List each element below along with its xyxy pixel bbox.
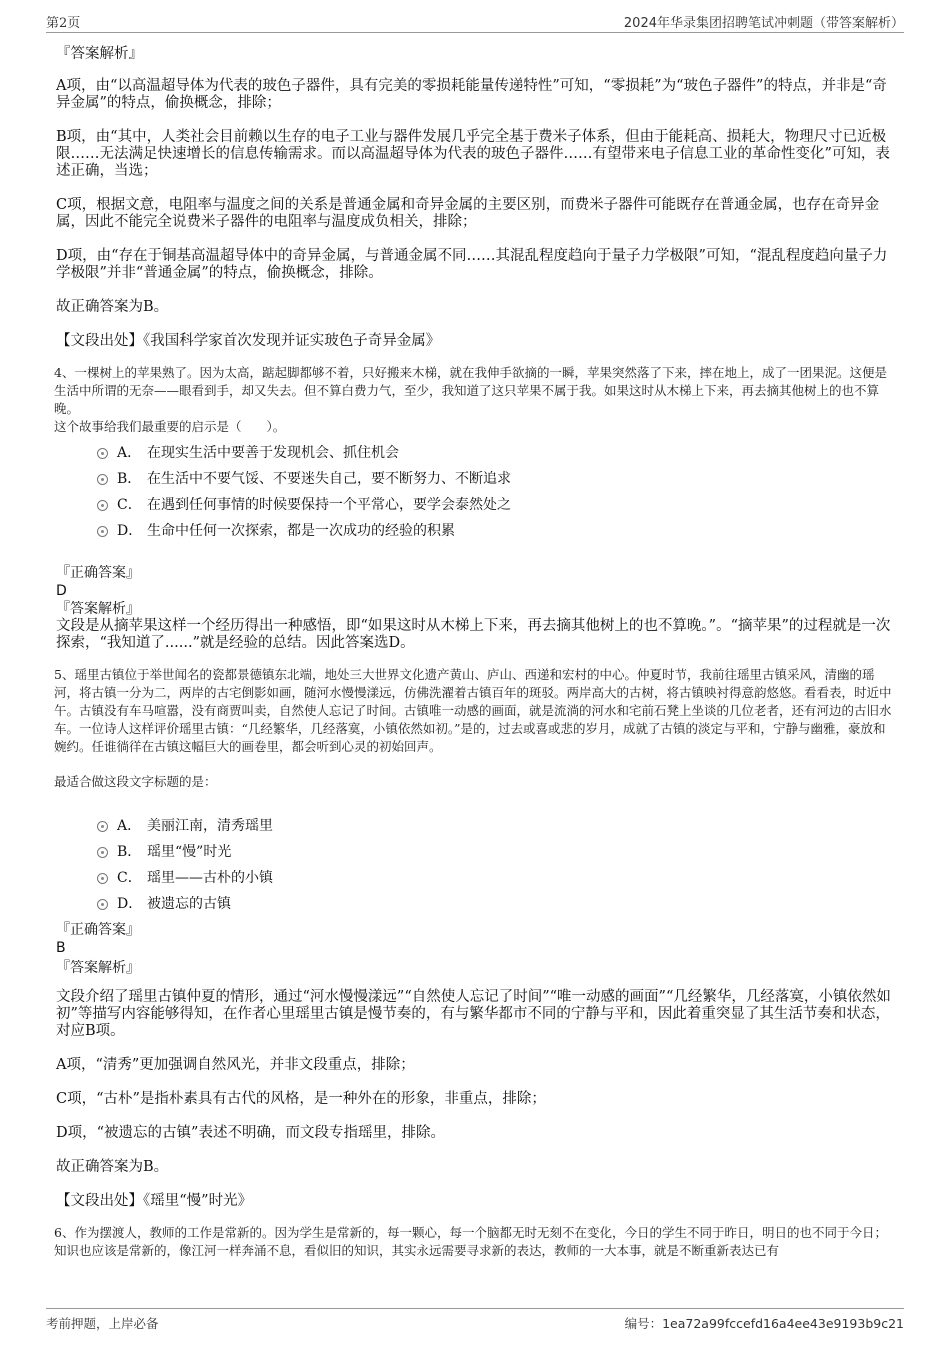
option-letter: B． xyxy=(117,844,142,860)
q5-stem: 5、瑶里古镇位于举世闻名的瓷都景德镇东北端，地处三大世界文化遗产黄山、庐山、西递和宏村的中心。仲夏时节，我前往瑶里古镇采风，清幽的瑶河，将古镇一分为二，两岸的古宅倒影如画，随河水慢慢漾远，仿佛洗濯着古镇百年的斑驳。两岸高大的古树，将古镇映衬得意韵悠悠。看看表，时近中午。古镇没有车马喧嚣，没有商贾叫卖，自然使人忘记了时间。古镇唯一动感的画面，就是流淌的河水和宅前石凳上坐谈的几位老者，还有河边的古旧水车。一位诗人这样评价瑶里古镇：“几经繁华，几经落寞，小镇依然如初。”是的，过去或喜或悲的岁月，成就了古镇的淡定与平和，宁静与幽雅，豪放和婉约。任谁徜徉在古镇这幅巨大的画卷里，都会听到心灵的初始回声。 xyxy=(54,667,892,754)
q4-option-b[interactable] xyxy=(56,466,896,492)
q5-analysis-d: D项，“被遗忘的古镇”表述不明确，而文段专指瑶里，排除。 xyxy=(56,1125,445,1141)
page-header xyxy=(46,10,904,33)
q5-options xyxy=(56,813,896,917)
q5-option-a[interactable] xyxy=(56,813,896,839)
option-text: 瑶里“慢”时光 xyxy=(147,844,232,860)
option-text: 瑶里——古朴的小镇 xyxy=(147,870,273,886)
option-text: 美丽江南，清秀瑶里 xyxy=(147,818,273,834)
q4-option-d[interactable] xyxy=(56,518,896,544)
option-letter: C． xyxy=(117,870,142,886)
option-letter: A． xyxy=(117,445,142,461)
q5-analysis-a: A项，“清秀”更加强调自然风光，并非文段重点，排除； xyxy=(56,1057,415,1073)
page-content xyxy=(56,46,896,1260)
q5-question: 最适合做这段文字标题的是： xyxy=(54,774,217,789)
q4-question: 这个故事给我们最重要的启示是（ ）。 xyxy=(54,419,286,434)
q5-answer: B xyxy=(56,940,66,956)
q4-options xyxy=(56,440,896,544)
radio-icon[interactable] xyxy=(97,500,108,511)
radio-icon[interactable] xyxy=(97,526,108,537)
q3-analysis-d: D项，由“存在于铜基高温超导体中的奇异金属，与普通金属不同……其混乱程度趋向于量子力学极限”可知，“混乱程度趋向量子力学极限”并非“普通金属”的特点，偷换概念，排除。 xyxy=(56,248,888,281)
q5-option-b[interactable] xyxy=(56,839,896,865)
q5-option-d[interactable] xyxy=(56,891,896,917)
q3-analysis-b: B项，由“其中，人类社会目前赖以生存的电子工业与器件发展几乎完全基于费米子体系，但由于能耗高、损耗大，物理尺寸已近极限……无法满足快速增长的信息传输需求。而以高温超导体为代表的玻色子器件……有望带来电子信息工业的革命性变化”可知，表述正确，当选； xyxy=(56,129,890,179)
document-title: 2024年华录集团招聘笔试冲刺题（带答案解析） xyxy=(623,16,904,31)
q3-conclusion: 故正确答案为B。 xyxy=(56,299,169,315)
q4-analysis-label: 『答案解析』 xyxy=(56,601,140,617)
option-text: 在现实生活中要善于发现机会、抓住机会 xyxy=(147,445,399,461)
radio-icon[interactable] xyxy=(97,899,108,910)
option-letter: C． xyxy=(117,497,142,513)
q3-analysis-label: 『答案解析』 xyxy=(56,46,143,62)
q3-source: 【文段出处】《我国科学家首次发现并证实玻色子奇异金属》 xyxy=(56,333,441,349)
radio-icon[interactable] xyxy=(97,448,108,459)
footer-slogan: 考前押题，上岸必备 xyxy=(46,1316,159,1331)
option-letter: B． xyxy=(117,471,142,487)
q6-stem: 6、作为摆渡人，教师的工作是常新的。因为学生是常新的，每一颗心，每一个脑都无时无刻不在变化，今日的学生不同于昨日，明日的也不同于今日；知识也应该是常新的，像江河一样奔涌不息，看似旧的知识，其实永远需要寻求新的表达，教师的一大本事，就是不断重新表达已有 xyxy=(54,1225,887,1258)
radio-icon[interactable] xyxy=(97,873,108,884)
option-letter: D． xyxy=(117,523,143,539)
q4-option-c[interactable] xyxy=(56,492,896,518)
q3-analysis-a: A项，由“以高温超导体为代表的玻色子器件，具有完美的零损耗能量传递特性”可知，“零损耗”为“玻色子器件”的特点，并非是“奇异金属”的特点，偷换概念，排除； xyxy=(56,78,887,111)
q4-option-a[interactable] xyxy=(56,440,896,466)
option-text: 在遇到任何事情的时候要保持一个平常心，要学会泰然处之 xyxy=(147,497,511,513)
q4-analysis: 文段是从摘苹果这样一个经历得出一种感悟，即“如果这时从木梯上下来，再去摘其他树上的也不算晚。”。“摘苹果”的过程就是一次探索，“我知道了......”就是经验的总结。因此答案选D。 xyxy=(56,618,891,651)
q4-stem: 4、一棵树上的苹果熟了。因为太高，踮起脚都够不着，只好搬来木梯，就在我伸手欲摘的一瞬，苹果突然落了下来，摔在地上，成了一团果泥。这便是生活中所谓的无奈——眼看到手，却又失去。但不算白费力气，至少，我知道了这只苹果不属于我。如果这时从木梯上下来，再去摘其他树上的也不算晚。 xyxy=(54,365,887,416)
option-text: 被遗忘的古镇 xyxy=(147,896,231,912)
document-id: 编号：1ea72a99fccefd16a4ee43e9193b9c21 xyxy=(624,1316,904,1331)
option-letter: D． xyxy=(117,896,143,912)
q5-analysis: 文段介绍了瑶里古镇仲夏的情形，通过“河水慢慢漾远”“自然使人忘记了时间”“唯一动感的画面”“几经繁华，几经落寞，小镇依然如初”等描写内容能够得知，在作者心里瑶里古镇是慢节奏的，有与繁华都市不同的宁静与平和，因此着重突显了其生活节奏和状态，对应B项。 xyxy=(56,989,891,1039)
option-text: 生命中任何一次探索，都是一次成功的经验的积累 xyxy=(147,523,455,539)
q5-analysis-c: C项，“古朴”是指朴素具有古代的风格，是一种外在的形象，非重点，排除； xyxy=(56,1091,546,1107)
option-letter: A． xyxy=(117,818,142,834)
radio-icon[interactable] xyxy=(97,821,108,832)
q4-answer: D xyxy=(56,583,67,599)
q3-analysis-c: C项，根据文意，电阻率与温度之间的关系是普通金属和奇异金属的主要区别，而费米子器件可能既存在普通金属，也存在奇异金属，因此不能完全说费米子器件的电阻率与温度成负相关，排除； xyxy=(56,197,880,230)
radio-icon[interactable] xyxy=(97,474,108,485)
page-footer xyxy=(46,1308,904,1333)
radio-icon[interactable] xyxy=(97,847,108,858)
q4-answer-label: 『正确答案』 xyxy=(56,565,140,581)
q5-analysis-label: 『答案解析』 xyxy=(56,960,140,976)
q5-source: 【文段出处】《瑶里“慢”时光》 xyxy=(56,1193,253,1209)
q5-option-c[interactable] xyxy=(56,865,896,891)
q5-conclusion: 故正确答案为B。 xyxy=(56,1159,169,1175)
option-text: 在生活中不要气馁、不要迷失自己，要不断努力、不断追求 xyxy=(147,471,511,487)
page-number: 第2页 xyxy=(46,16,81,31)
q5-answer-label: 『正确答案』 xyxy=(56,922,140,938)
